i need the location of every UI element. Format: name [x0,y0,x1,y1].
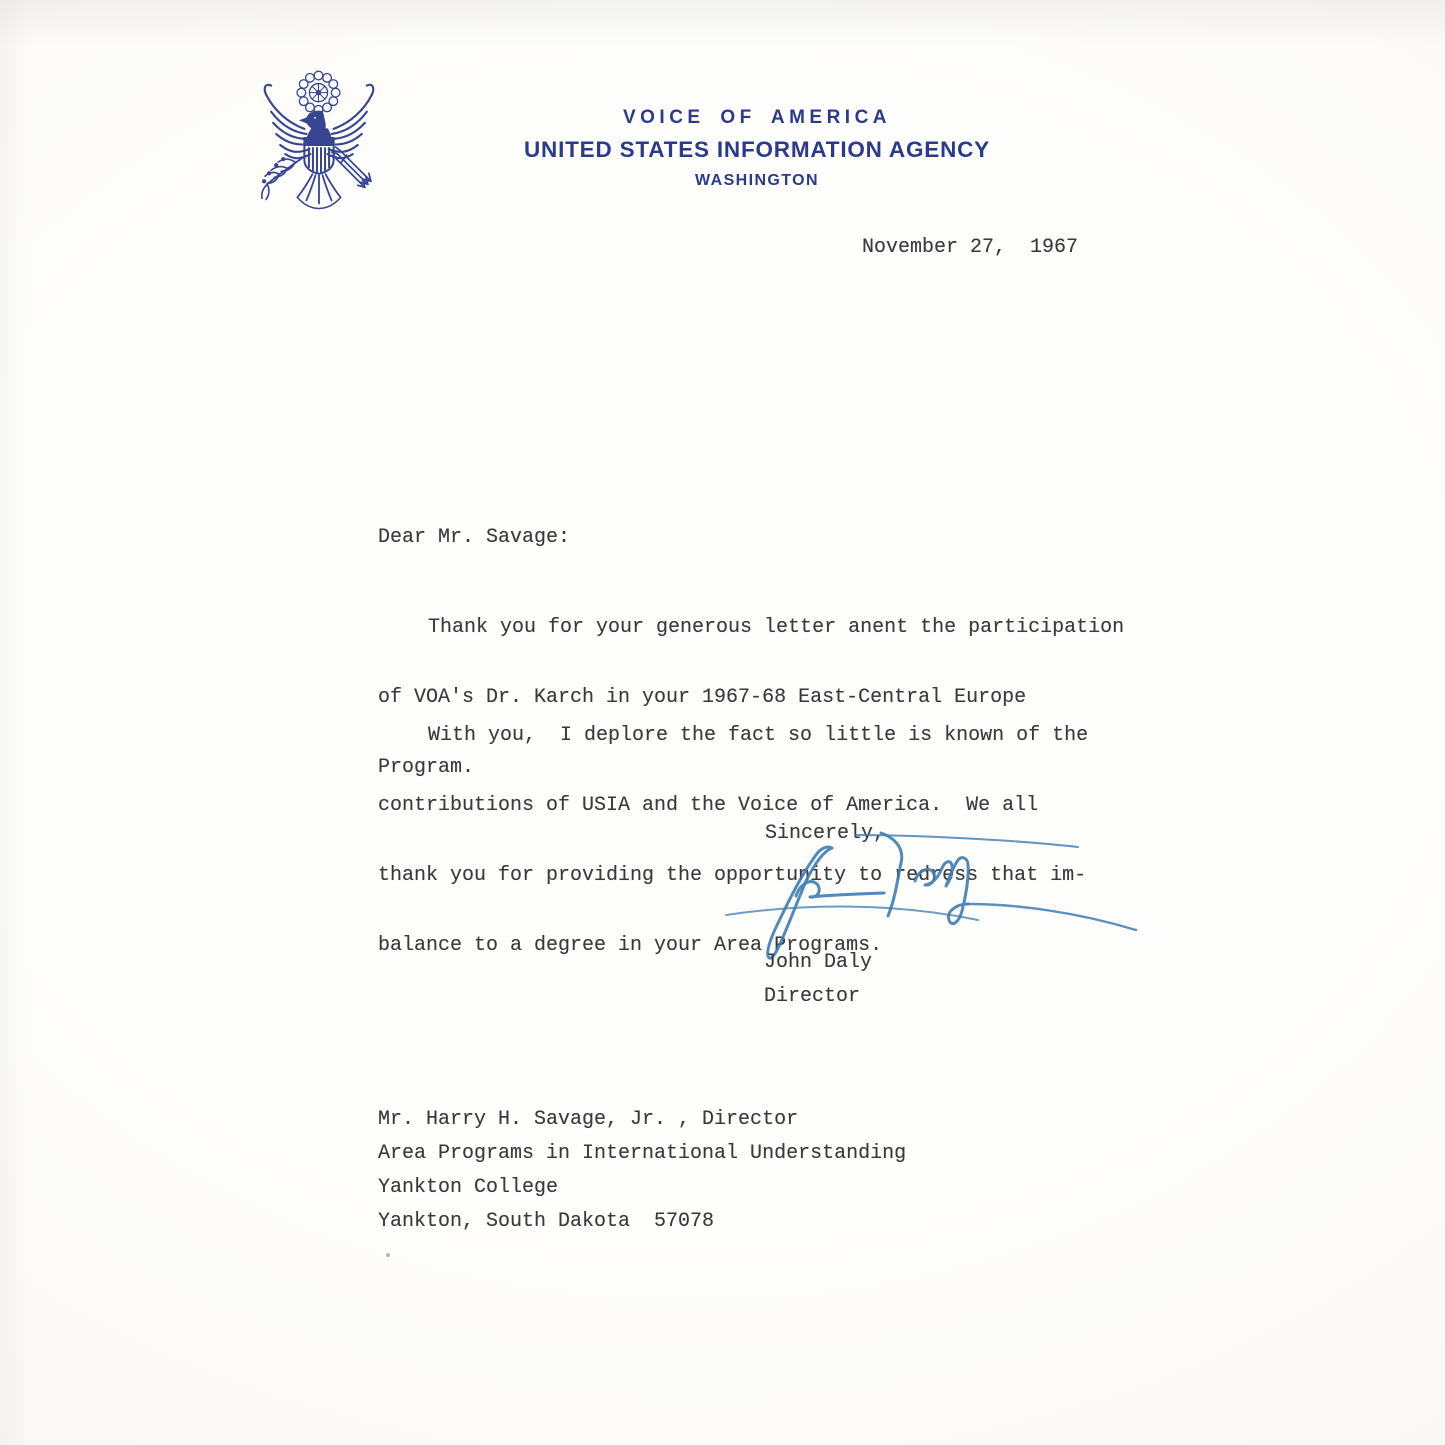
recipient-line: Mr. Harry H. Savage, Jr. , Director [378,1108,799,1131]
org-name: VOICE OF AMERICA [622,107,892,128]
org-agency: UNITED STATES INFORMATION AGENCY [523,137,990,162]
org-city: WASHINGTON [695,172,819,189]
recipient-line: Yankton College [378,1176,559,1199]
body-line: Program. [378,756,475,779]
scan-speck [386,1253,390,1257]
letterhead [397,106,1117,191]
body-line: contributions of USIA and the Voice of America. We all [378,794,1039,817]
date-line: November 27, 1967 [862,236,1079,259]
recipient-line: Area Programs in International Understanding [378,1142,907,1165]
body-line: Thank you for your generous letter anent the participation [428,616,1125,639]
closing: Sincerely, [765,822,886,845]
recipient-line: Yankton, South Dakota 57078 [378,1210,715,1233]
great-seal-icon [252,66,388,218]
signature-title: Director [764,985,861,1008]
salutation: Dear Mr. Savage: [378,526,571,549]
body-line: thank you for providing the opportunity to redress that im- [378,864,1087,887]
body-line: of VOA's Dr. Karch in your 1967-68 East-Central Europe [378,686,1027,709]
recipient-address [378,1103,906,1239]
body-line: balance to a degree in your Area Programs. [378,934,883,957]
body-line: With you, I deplore the fact so little is known of the [428,724,1089,747]
signature-name: John Daly [764,951,873,974]
